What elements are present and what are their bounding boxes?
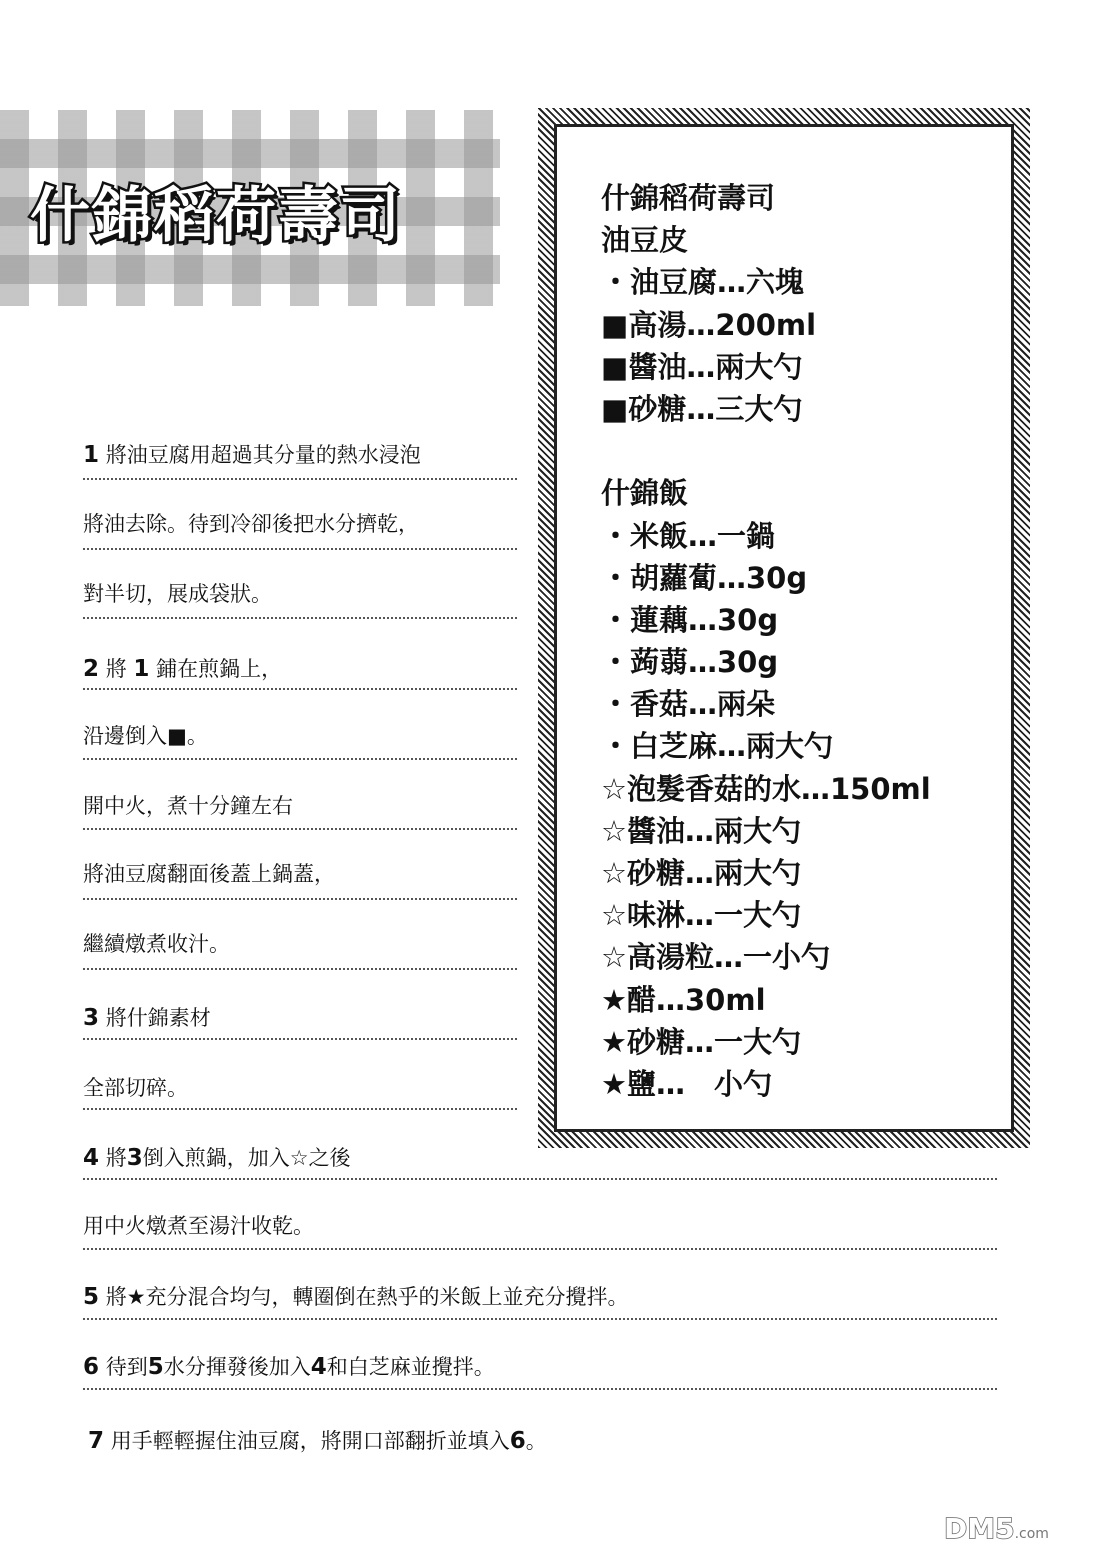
dotted-rule [83, 548, 517, 550]
step-3-line-2: 全部切碎。 [83, 1076, 188, 1100]
ingredient-item: ・米飯…一鍋 [601, 518, 776, 553]
step-3-line-1 [83, 1004, 211, 1032]
ingredient-item: ☆醬油…兩大勺 [601, 813, 801, 848]
step-6-line-1 [83, 1353, 495, 1381]
watermark-brand: DM5 [944, 1512, 1015, 1545]
dotted-rule [83, 828, 517, 830]
ingredient-item: ・香菇…兩朵 [601, 687, 776, 722]
step-number: 2 [83, 656, 100, 682]
ingredient-item: ・蒟蒻…30g [601, 645, 779, 680]
step-text: 將油豆腐用超過其分量的熱水浸泡 [99, 443, 421, 467]
ingredient-item: ■砂糖…三大勺 [601, 391, 803, 426]
step-7-line-1 [88, 1427, 547, 1455]
step-number: 3 [83, 1005, 100, 1031]
dotted-rule [83, 1178, 997, 1180]
step-text: 將★充分混合均勻，轉圈倒在熱乎的米飯上並充分攪拌。 [99, 1285, 629, 1309]
ingredient-item: ・胡蘿蔔…30g [601, 560, 808, 595]
step-reference: 3 [126, 1145, 143, 1171]
step-text: 用手輕輕握住油豆腐，將開口部翻折並填入 [104, 1429, 510, 1453]
step-1-line-1 [83, 441, 421, 469]
dotted-rule [83, 617, 517, 619]
step-2-line-4: 將油豆腐翻面後蓋上鍋蓋， [83, 862, 335, 886]
ingredient-spacer [601, 430, 931, 472]
step-text: 將什錦素材 [99, 1006, 211, 1030]
step-number: 5 [83, 1284, 100, 1310]
ingredient-item: ☆高湯粒…一小勺 [601, 940, 830, 975]
step-4-line-2: 用中火燉煮至湯汁收乾。 [83, 1214, 314, 1238]
ingredient-item: ■醬油…兩大勺 [601, 349, 803, 384]
ingredient-item: 油豆皮 [601, 223, 689, 258]
ingredient-list [601, 177, 931, 1105]
page-title: 什錦稻荷壽司 [30, 181, 402, 251]
step-1-line-3: 對半切，展成袋狀。 [83, 582, 272, 606]
dotted-rule [83, 968, 517, 970]
step-reference: 4 [310, 1354, 327, 1380]
dotted-rule [83, 758, 517, 760]
ingredient-item: ☆味淋…一大勺 [601, 898, 801, 933]
dotted-rule [83, 1388, 997, 1390]
step-reference: 6 [509, 1428, 526, 1454]
step-text: 倒入煎鍋，加入☆之後 [142, 1146, 351, 1170]
step-number: 7 [88, 1428, 105, 1454]
dotted-rule [83, 1108, 517, 1110]
ingredient-item: ★砂糖…一大勺 [601, 1024, 801, 1059]
step-2-line-5: 繼續燉煮收汁。 [83, 932, 230, 956]
watermark-logo [944, 1512, 1049, 1545]
ingredient-item: ☆砂糖…兩大勺 [601, 856, 801, 890]
ingredient-item: ★醋…30ml [601, 982, 766, 1017]
watermark-suffix: .com [1014, 1526, 1049, 1542]
step-2-line-1 [83, 655, 282, 683]
step-text: 。 [525, 1429, 547, 1453]
step-2-line-3: 開中火，煮十分鐘左右 [83, 794, 293, 818]
ingredient-item: ・白芝麻…兩大勺 [601, 729, 834, 764]
step-text: 待到 [99, 1355, 148, 1379]
dotted-rule [83, 688, 517, 690]
dotted-rule [83, 898, 517, 900]
ingredient-item: 什錦飯 [601, 476, 689, 511]
ingredient-box [538, 108, 1030, 1148]
step-4-line-1 [83, 1144, 351, 1172]
ingredient-box-inner [554, 124, 1014, 1132]
step-number: 6 [83, 1354, 100, 1380]
step-text: 水分揮發後加入 [163, 1355, 311, 1379]
ingredient-item: ☆泡髮香菇的水…150ml [601, 771, 931, 806]
step-text: 將 [99, 1146, 127, 1170]
dotted-rule [83, 1318, 997, 1320]
dotted-rule [83, 478, 517, 480]
step-1-line-2: 將油去除。待到冷卻後把水分擠乾， [83, 512, 419, 536]
ingredient-item: ・油豆腐…六塊 [601, 265, 805, 300]
ingredient-item: ・蓮藕…30g [601, 602, 779, 637]
ingredient-item: ■高湯…200ml [601, 307, 817, 342]
ingredient-item: ★鹽… 小勺 [601, 1066, 772, 1101]
dotted-rule [83, 1248, 997, 1250]
dotted-rule [83, 1038, 517, 1040]
step-text: 鋪在煎鍋上， [149, 657, 283, 681]
step-text: 和白芝麻並攪拌。 [326, 1355, 495, 1379]
step-text: 將 [99, 657, 134, 681]
step-number: 1 [83, 442, 100, 468]
step-reference: 5 [147, 1354, 164, 1380]
step-5-line-1 [83, 1283, 629, 1311]
ingredient-item: 什錦稻荷壽司 [601, 181, 776, 215]
step-number: 4 [83, 1145, 100, 1171]
step-2-line-2: 沿邊倒入■。 [83, 724, 208, 748]
step-reference: 1 [133, 656, 150, 682]
